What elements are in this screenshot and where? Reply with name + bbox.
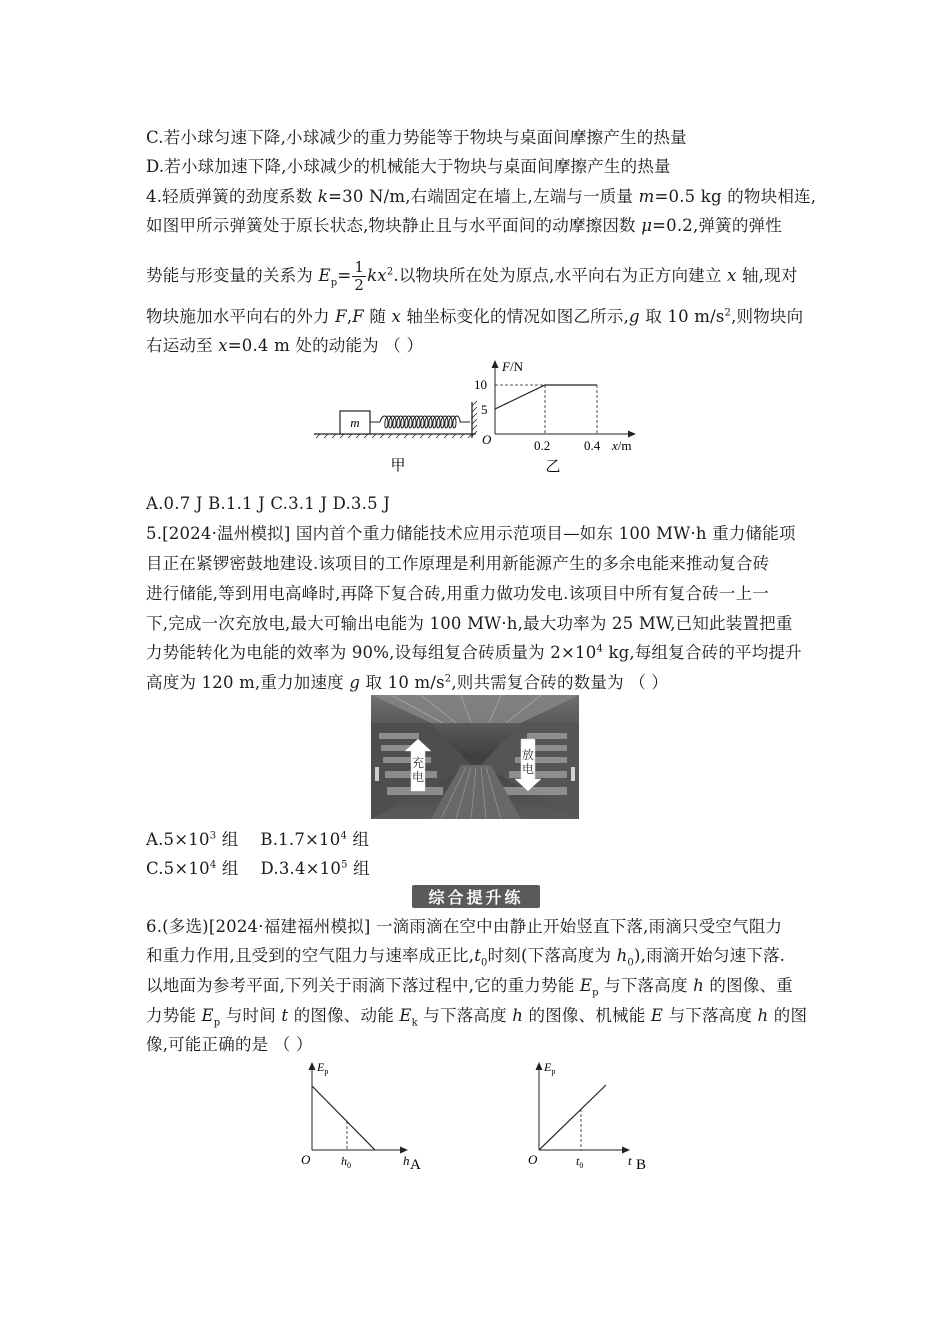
tick-y-10: 10 xyxy=(474,377,487,392)
q5-line-3: 进行储能,等到用电高峰时,再降下复合砖,用重力做功发电.该项目中所有复合砖一上一 xyxy=(146,584,769,603)
q5-line-1: 5.[2024·温州模拟] 国内首个重力储能技术应用示范项目—如东 100 MW·h 重力储能项 xyxy=(146,524,796,543)
graph-a-y-label: $E_p$ xyxy=(317,1060,329,1076)
q6-line-4: 力势能 $E_p$ 与时间 t 的图像、动能 $E_k$ 与下落高度 h 的图像、机械能 E 与下落高度 h 的图 xyxy=(146,1006,808,1029)
q4-line-3: 势能与形变量的关系为 $E_p=$ $\frac{1}{2}$ $kx^2$.以物块所在处为原点,水平向右为正方向建立 x 轴,现对 xyxy=(146,258,798,294)
graph-a-x-label: h xyxy=(403,1153,410,1168)
graph-x-arrow xyxy=(628,431,636,438)
q5-line-6: 高度为 120 m,重力加速度 g 取 10 $m/s^2$,则共需复合砖的数量为 （ ） xyxy=(146,673,669,692)
spring xyxy=(370,416,470,428)
graph-y-arrow xyxy=(492,360,499,368)
q4-figure xyxy=(300,358,660,478)
q5-photo xyxy=(371,695,579,819)
graph-b-y-label: $E_p$ xyxy=(544,1060,556,1076)
q4-line-5: 右运动至 x=0.4 m 处的动能为 （ ） xyxy=(146,336,424,355)
figure-jia-label: 甲 xyxy=(390,458,406,474)
q3-option-d: D.若小球加速下降,小球减少的机械能大于物块与桌面间摩擦产生的热量 xyxy=(146,157,671,176)
tick-x-0-2: 0.2 xyxy=(534,438,551,453)
q6-line-1: 6.(多选)[2024·福建福州模拟] 一滴雨滴在空中由静止开始竖直下落,雨滴只受空气阻力 xyxy=(146,917,783,936)
graph-y-label: F/N xyxy=(502,359,523,374)
q6-line-2: 和重力作用,且受到的空气阻力与速率成正比$,t_0$时刻(下落高度为 $h_0$),雨滴开始匀速下落. xyxy=(146,946,786,969)
graph-b-line xyxy=(539,1085,606,1150)
q4-line-4: 物块施加水平向右的外力 F,F 随 x 轴坐标变化的情况如图乙所示,g 取 10 $m/s^2$,则物块向 xyxy=(146,307,804,326)
tick-x-0-4: 0.4 xyxy=(584,438,601,453)
graph-origin: O xyxy=(482,432,492,447)
q5-options-cd: $C.5\times 10^4$ 组 $D.3.4\times 10^5$ 组 xyxy=(146,859,370,878)
graph-a-tick: $h_0$ xyxy=(341,1154,351,1170)
wall-hatch xyxy=(472,401,477,436)
discharge-label: 放电 xyxy=(521,748,535,776)
graph-x-label: x/m xyxy=(612,438,632,453)
q5-line-2: 目正在紧锣密鼓地建设.该项目的工作原理是利用新能源产生的多余电能来推动复合砖 xyxy=(146,554,770,573)
q4-line-2: 如图甲所示弹簧处于原长状态,物块静止且与水平面间的动摩擦因数 μ=0.2,弹簧的弹性 xyxy=(146,216,782,235)
graph-b-y-arrow xyxy=(536,1062,543,1070)
q6-line-3: 以地面为参考平面,下列关于雨滴下落过程中,它的重力势能 $E_p$ 与下落高度 h 的图像、重 xyxy=(146,976,793,999)
ground-hatch xyxy=(316,434,472,438)
graph-a-origin: O xyxy=(301,1152,311,1167)
block-label: m xyxy=(350,415,360,430)
graph-b-tick: $t_0$ xyxy=(576,1154,584,1170)
q3-option-c: C.若小球匀速下降,小球减少的重力势能等于物块与桌面间摩擦产生的热量 xyxy=(146,128,687,147)
q6-graph-b xyxy=(522,1058,662,1178)
graph-a-line xyxy=(312,1086,375,1150)
q6-line-5: 像,可能正确的是 （ ） xyxy=(146,1035,313,1054)
q4-line-1: 4.轻质弹簧的劲度系数 k=30 N/m,右端固定在墙上,左端与一质量 m=0.5 kg 的物块相连, xyxy=(146,187,817,206)
figure-yi-label: 乙 xyxy=(545,459,561,475)
graph-b-x-label: t xyxy=(628,1153,632,1168)
charge-label: 充电 xyxy=(411,756,425,784)
graph-b-tag: B xyxy=(636,1157,647,1173)
section-banner: 综合提升练 xyxy=(412,885,540,908)
tick-y-5: 5 xyxy=(481,402,488,417)
q5-line-5: 力势能转化为电能的效率为 90%,设每组复合砖质量为 $2\times 10^4$ kg,每组复合砖的平均提升 xyxy=(146,643,802,662)
graph-a-y-arrow xyxy=(309,1062,316,1070)
q4-options: A.0.7 J B.1.1 J C.3.1 J D.3.5 J xyxy=(146,494,391,513)
force-curve xyxy=(495,385,597,409)
fraction-one-half: $\frac{1}{2}$ xyxy=(354,258,365,294)
q5-line-4: 下,完成一次充放电,最大可输出电能为 100 MW·h,最大功率为 25 MW,已知此装置把重 xyxy=(146,614,793,633)
graph-a-tag: A xyxy=(410,1157,421,1173)
graph-b-origin: O xyxy=(528,1152,538,1167)
q5-options-ab: $A.5\times 10^3$ 组 $B.1.7\times 10^4$ 组 xyxy=(146,830,370,849)
q6-graph-a xyxy=(295,1058,435,1178)
